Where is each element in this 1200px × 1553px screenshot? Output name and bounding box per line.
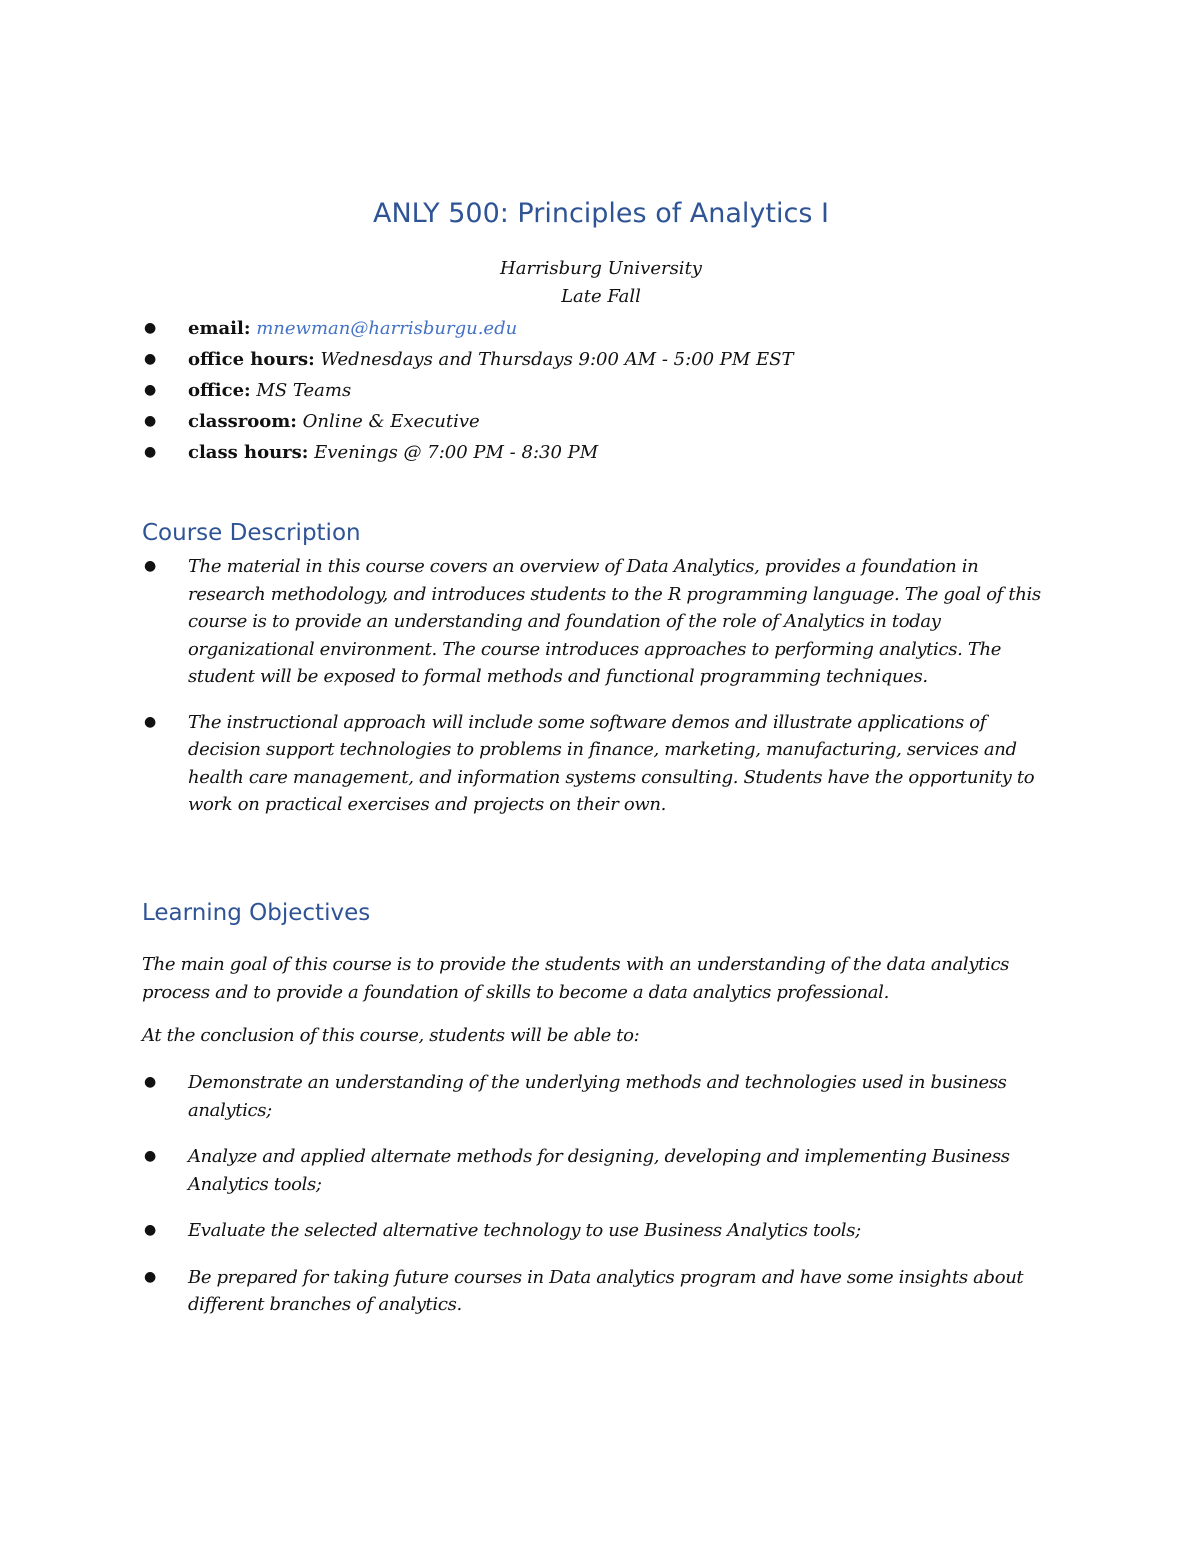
bullet-icon: ● (144, 413, 157, 429)
course-description-list (142, 553, 1060, 819)
info-label: office hours: (188, 349, 315, 370)
info-label: email: (188, 318, 251, 339)
info-item-email (142, 313, 1060, 344)
description-text: The instructional approach will include some software demos and illustrate applications of decision support technologies to problems in finance, marketing, manufacturing, services and health care management, and information systems consulting. Students have the opportunity to work on practical exercises and projects on their own. (188, 711, 1035, 815)
objective-text: Demonstrate an understanding of the underlying methods and technologies used in business analytics; (188, 1072, 1007, 1121)
course-description-heading: Course Description (142, 520, 361, 546)
info-label: class hours: (188, 442, 309, 463)
bullet-icon: ● (144, 1222, 156, 1238)
list-item (142, 1069, 1060, 1124)
objective-text: Be prepared for taking future courses in Data analytics program and have some insights about different branches of analytics. (188, 1266, 1024, 1315)
info-label: office: (188, 380, 251, 401)
list-item (142, 1143, 1060, 1198)
institution-name: Harrisburg University (500, 258, 702, 279)
bullet-icon: ● (144, 1074, 156, 1090)
info-value: Online & Executive (302, 411, 480, 432)
list-item (142, 709, 1060, 819)
description-text: The material in this course covers an overview of Data Analytics, provides a foundation in research methodology, and introduces students to the R programming language. The goal of this course is to provide an understanding and foundation of the role of Analytics in today organizational environment. The course introduces approaches to performing analytics. The student will be exposed to formal methods and functional programming techniques. (188, 556, 1041, 687)
objectives-intro: The main goal of this course is to provide the students with an understanding of the data analytics process and to provide a foundation of skills to become a data analytics professional. (142, 954, 1010, 1003)
list-item (142, 1264, 1060, 1319)
objective-text: Evaluate the selected alternative technology to use Business Analytics tools; (188, 1220, 861, 1241)
email-link[interactable]: mnewman@harrisburgu.edu (256, 318, 518, 339)
info-label: classroom: (188, 411, 297, 432)
bullet-icon: ● (144, 320, 157, 336)
bullet-icon: ● (144, 444, 157, 460)
bullet-icon: ● (144, 382, 157, 398)
list-item (142, 1217, 1060, 1245)
learning-objectives-heading: Learning Objectives (142, 900, 371, 926)
info-value: Evenings @ 7:00 PM - 8:30 PM (314, 442, 599, 463)
info-item-office (142, 375, 1060, 406)
info-value: Wednesdays and Thursdays 9:00 AM - 5:00 PM EST (320, 349, 794, 370)
objectives-lead: At the conclusion of this course, students will be able to: (142, 1025, 640, 1046)
info-value: MS Teams (256, 380, 352, 401)
info-item-office-hours (142, 344, 1060, 375)
page-title: ANLY 500: Principles of Analytics I (373, 198, 829, 229)
term-label: Late Fall (561, 286, 641, 307)
bullet-icon: ● (144, 1268, 156, 1285)
bullet-icon: ● (144, 1148, 156, 1164)
objective-text: Analyze and applied alternate methods for designing, developing and implementing Business Analytics tools; (188, 1146, 1010, 1195)
bullet-icon: ● (144, 558, 156, 574)
bullet-icon: ● (144, 351, 157, 367)
info-item-class-hours (142, 437, 1060, 468)
objectives-list (142, 1069, 1060, 1319)
list-item (142, 553, 1060, 691)
info-item-classroom (142, 406, 1060, 437)
bullet-icon: ● (144, 713, 156, 730)
contact-info-list (142, 313, 1060, 468)
